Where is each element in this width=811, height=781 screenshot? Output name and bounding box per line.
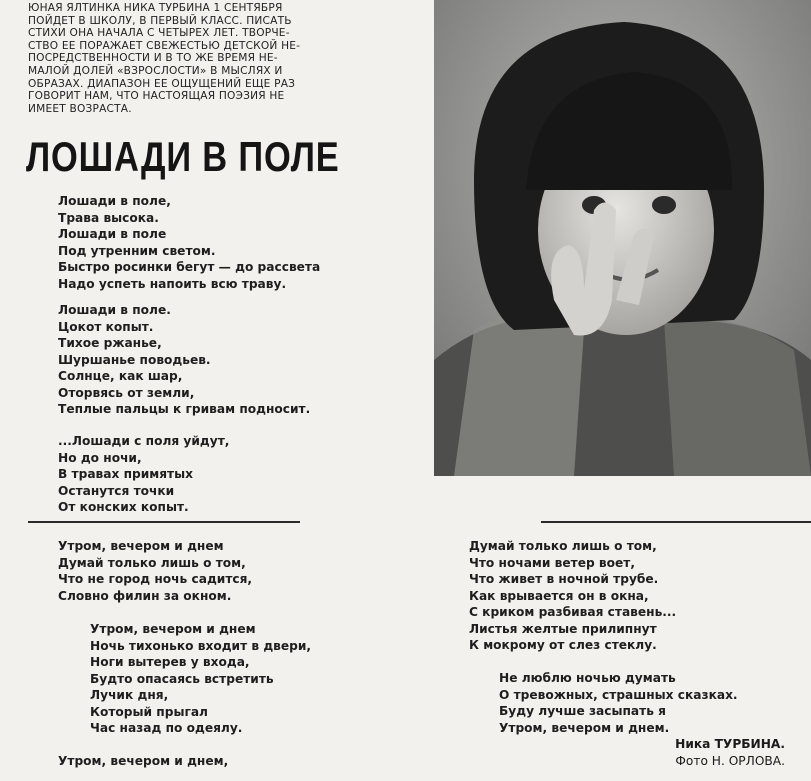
portrait-illustration [434, 0, 811, 476]
author-name: Ника ТУРБИНА. [675, 737, 785, 751]
verse-line: Думай только лишь о том, [469, 539, 657, 553]
verse-line: Час назад по одеялу. [90, 721, 243, 735]
stanza-6 [58, 753, 228, 770]
poem-title: ЛОШАДИ В ПОЛЕ [26, 133, 340, 180]
verse-line: Утром, вечером и днем [58, 539, 224, 553]
intro-line: ЮНАЯ ЯЛТИНКА НИКА ТУРБИНА 1 СЕНТЯБРЯ [28, 2, 283, 14]
stanza-8 [499, 670, 738, 736]
verse-line: О тревожных, страшных сказках. [499, 687, 738, 702]
intro-line: СТВО ЕЕ ПОРАЖАЕТ СВЕЖЕСТЬЮ ДЕТСКОЙ НЕ- [28, 39, 301, 52]
verse-line: Будто опасаясь встретить [90, 671, 274, 686]
portrait-photo [434, 0, 811, 476]
verse-line: Шуршанье поводьев. [58, 352, 211, 367]
verse-line: От конских копыт. [58, 500, 189, 514]
verse-line: С криком разбивая ставень... [469, 605, 677, 619]
verse-line: Думай только лишь о том, [58, 555, 246, 570]
verse-line: Ночь тихонько входит в двери, [90, 638, 312, 653]
intro-line: ГОВОРИТ НАМ, ЧТО НАСТОЯЩАЯ ПОЭЗИЯ НЕ [28, 90, 285, 103]
verse-line: Оторвясь от земли, [58, 385, 195, 400]
divider-right [541, 521, 811, 523]
photo-credit: Фото Н. ОРЛОВА. [675, 754, 785, 768]
verse-line: Который прыгал [90, 704, 208, 719]
intro-line: ПОЙДЕТ В ШКОЛУ, В ПЕРВЫЙ КЛАСС. ПИСАТЬ [28, 14, 292, 27]
verse-line: Надо успеть напоить всю траву. [58, 276, 287, 291]
intro-line: ПОСРЕДСТВЕННОСТИ И В ТО ЖЕ ВРЕМЯ НЕ- [28, 52, 278, 65]
intro-line: МАЛОЙ ДОЛЕЙ «ВЗРОСЛОСТИ» В МЫСЛЯХ И [28, 64, 283, 77]
verse-line: Быстро росинки бегут — до рассвета [58, 260, 321, 274]
verse-line: Не люблю ночью думать [499, 671, 676, 685]
intro-line: ИМЕЕТ ВОЗРАСТА. [28, 102, 132, 115]
verse-line: Что живет в ночной трубе. [469, 572, 659, 586]
stanza-7 [469, 538, 676, 654]
verse-line: Лучик дня, [90, 688, 169, 702]
verse-line: Трава высока. [58, 210, 159, 225]
stanza-5 [90, 621, 311, 737]
verse-line: Лошади в поле. [58, 303, 171, 317]
verse-line: Утром, вечером и днем. [499, 720, 670, 735]
verse-line: Ноги вытерев у входа, [90, 655, 250, 669]
verse-line: В травах примятых [58, 467, 194, 481]
verse-line: К мокрому от слез стеклу. [469, 638, 657, 652]
verse-line: Солнце, как шар, [58, 369, 183, 383]
verse-line: Останутся точки [58, 483, 175, 498]
verse-line: ...Лошади с поля уйдут, [58, 434, 230, 448]
verse-line: Что не город ночь садится, [58, 572, 253, 586]
verse-line: Словно филин за окном. [58, 588, 232, 603]
verse-line: Но до ночи, [58, 450, 142, 465]
verse-line: Буду лучше засыпать я [499, 704, 666, 718]
stanza-1 [58, 193, 320, 292]
stanza-4 [58, 538, 252, 604]
stanza-3 [58, 433, 229, 516]
verse-line: Под утренним светом. [58, 243, 216, 258]
verse-line: Теплые пальцы к гривам подносит. [58, 402, 311, 416]
divider-left [28, 521, 300, 523]
intro-line: СТИХИ ОНА НАЧАЛА С ЧЕТЫРЕХ ЛЕТ. ТВОРЧЕ- [28, 27, 290, 40]
verse-line: Утром, вечером и днем [90, 622, 256, 636]
signature [675, 736, 785, 770]
stanza-2 [58, 302, 310, 418]
intro-line: ОБРАЗАХ. ДИАПАЗОН ЕЕ ОЩУЩЕНИЙ ЕЩЕ РАЗ [28, 77, 296, 90]
verse-line: Как врывается он в окна, [469, 588, 649, 603]
verse-line: Лошади в поле, [58, 194, 171, 208]
verse-line: Тихое ржанье, [58, 336, 162, 350]
verse-line: Что ночами ветер воет, [469, 555, 635, 570]
verse-line: Лошади в поле [58, 227, 167, 241]
intro-paragraph [28, 2, 420, 115]
verse-line: Утром, вечером и днем, [58, 754, 229, 768]
verse-line: Листья желтые прилипнут [469, 621, 657, 636]
verse-line: Цокот копыт. [58, 319, 154, 334]
